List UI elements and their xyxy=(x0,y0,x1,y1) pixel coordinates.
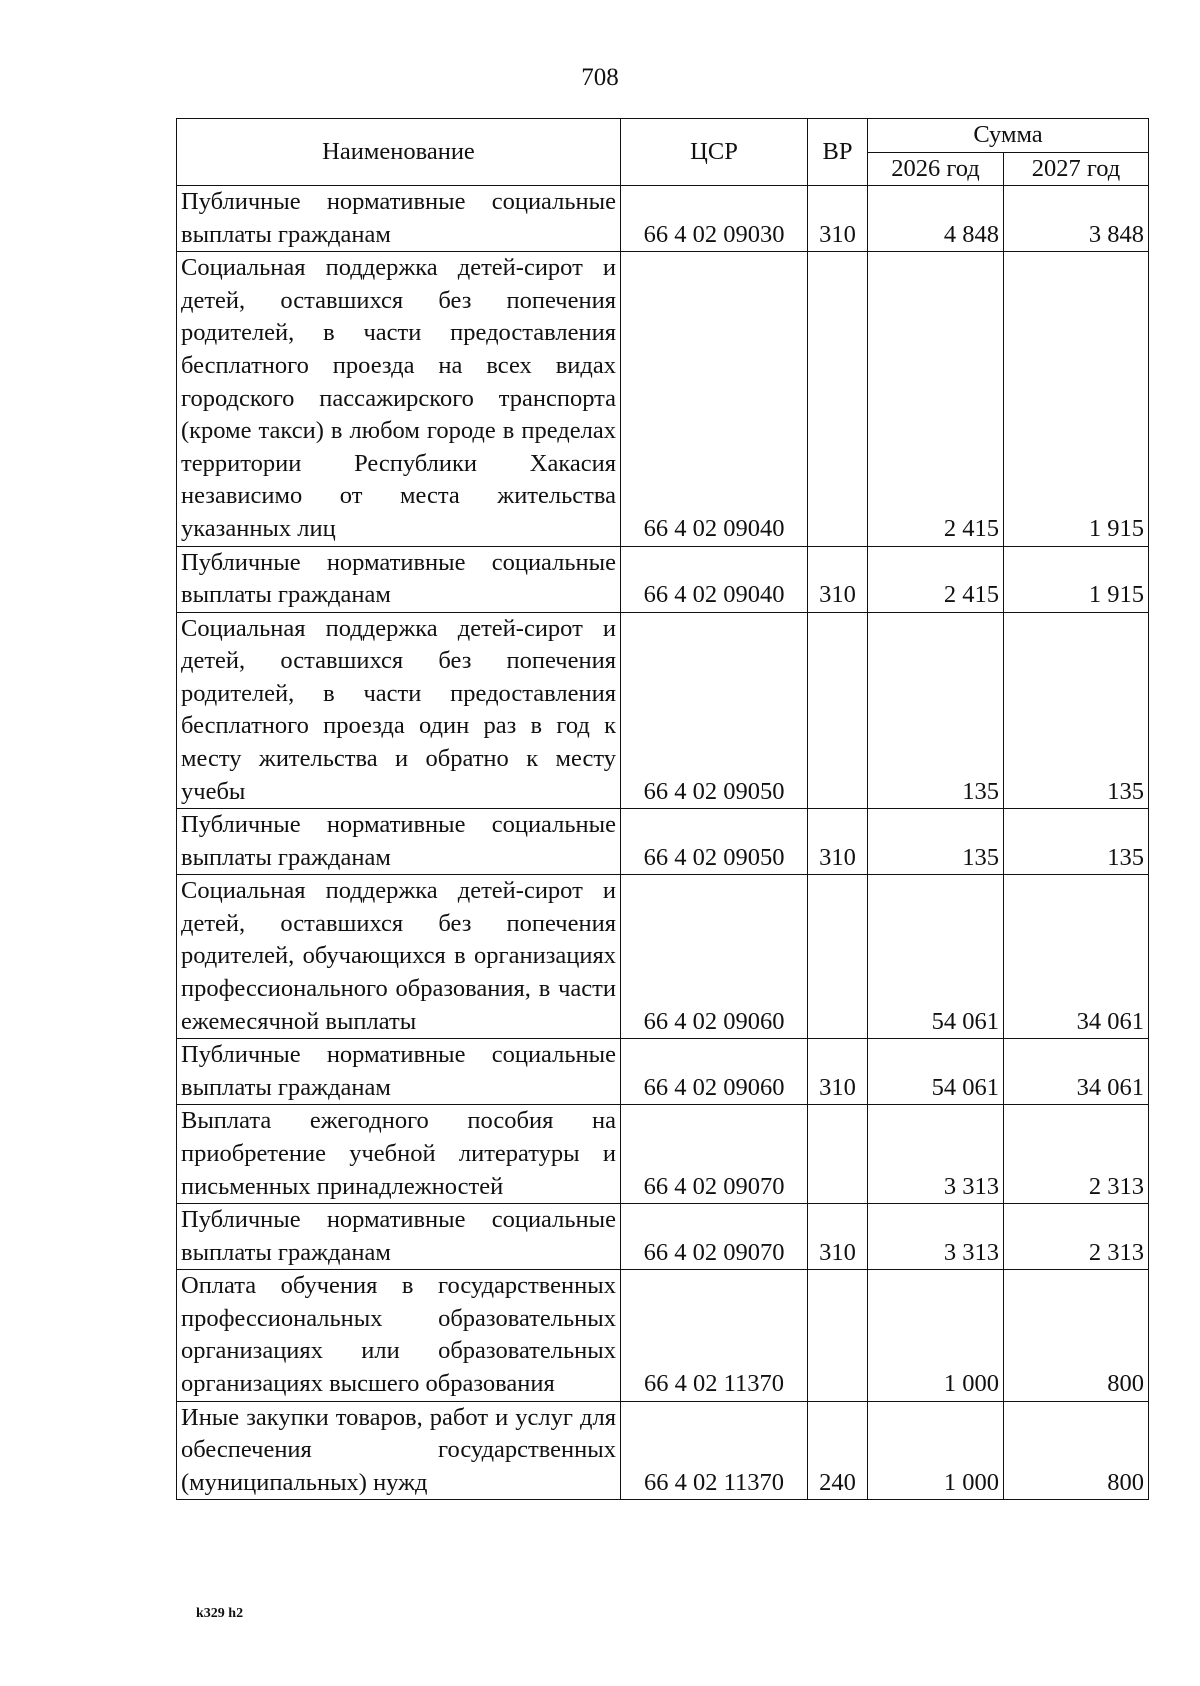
row-name: Публичные нормативные социальные выплаты гражданам xyxy=(177,1039,621,1105)
row-amount-2027: 2 313 xyxy=(1004,1105,1149,1204)
budget-table xyxy=(176,118,1149,1500)
row-csr: 66 4 02 09070 xyxy=(621,1105,808,1204)
row-vr xyxy=(808,875,868,1039)
row-amount-2027: 1 915 xyxy=(1004,252,1149,546)
row-name: Публичные нормативные социальные выплаты гражданам xyxy=(177,546,621,612)
row-amount-2026: 3 313 xyxy=(868,1105,1004,1204)
row-csr: 66 4 02 09060 xyxy=(621,875,808,1039)
row-amount-2026: 2 415 xyxy=(868,252,1004,546)
table-row xyxy=(177,1039,1149,1105)
row-csr: 66 4 02 09070 xyxy=(621,1204,808,1270)
row-csr: 66 4 02 09040 xyxy=(621,252,808,546)
row-amount-2027: 34 061 xyxy=(1004,875,1149,1039)
footer-code: k329 h2 xyxy=(196,1606,244,1621)
row-amount-2026: 4 848 xyxy=(868,186,1004,252)
row-name: Публичные нормативные социальные выплаты гражданам xyxy=(177,809,621,875)
row-vr xyxy=(808,1270,868,1401)
row-vr: 240 xyxy=(808,1401,868,1500)
row-vr: 310 xyxy=(808,1204,868,1270)
row-vr: 310 xyxy=(808,546,868,612)
row-csr: 66 4 02 09040 xyxy=(621,546,808,612)
row-amount-2027: 800 xyxy=(1004,1401,1149,1500)
table-row xyxy=(177,186,1149,252)
table-row xyxy=(177,875,1149,1039)
row-amount-2027: 3 848 xyxy=(1004,186,1149,252)
row-amount-2026: 135 xyxy=(868,612,1004,808)
row-amount-2027: 2 313 xyxy=(1004,1204,1149,1270)
table-row xyxy=(177,1270,1149,1401)
row-amount-2026: 54 061 xyxy=(868,875,1004,1039)
row-amount-2026: 54 061 xyxy=(868,1039,1004,1105)
row-amount-2027: 800 xyxy=(1004,1270,1149,1401)
row-amount-2026: 1 000 xyxy=(868,1270,1004,1401)
row-name: Оплата обучения в государственных профессиональных образовательных организациях или образовательных организациях высшего образования xyxy=(177,1270,621,1401)
row-name: Публичные нормативные социальные выплаты гражданам xyxy=(177,186,621,252)
header-year-2027: 2027 год xyxy=(1004,152,1149,186)
row-name: Публичные нормативные социальные выплаты гражданам xyxy=(177,1204,621,1270)
row-amount-2027: 1 915 xyxy=(1004,546,1149,612)
table-row xyxy=(177,1105,1149,1204)
row-amount-2027: 34 061 xyxy=(1004,1039,1149,1105)
row-amount-2026: 1 000 xyxy=(868,1401,1004,1500)
row-csr: 66 4 02 11370 xyxy=(621,1270,808,1401)
row-csr: 66 4 02 09030 xyxy=(621,186,808,252)
row-vr xyxy=(808,612,868,808)
row-vr: 310 xyxy=(808,186,868,252)
row-name: Социальная поддержка детей-сирот и детей, оставшихся без попечения родителей, в части предоставления бесплатного проезда один раз в год к месту жительства и обратно к месту учебы xyxy=(177,612,621,808)
table-row xyxy=(177,252,1149,546)
row-amount-2027: 135 xyxy=(1004,612,1149,808)
table-row xyxy=(177,1204,1149,1270)
row-name: Социальная поддержка детей-сирот и детей, оставшихся без попечения родителей, в части предоставления бесплатного проезда на всех видах городского пассажирского транспорта (кроме такси) в любом городе в пределах территории Республики Хакасия независимо от места жительства указанных лиц xyxy=(177,252,621,546)
row-vr: 310 xyxy=(808,809,868,875)
row-vr xyxy=(808,1105,868,1204)
header-csr: ЦСР xyxy=(621,119,808,186)
table-row xyxy=(177,546,1149,612)
table-row xyxy=(177,612,1149,808)
row-csr: 66 4 02 09050 xyxy=(621,612,808,808)
row-vr xyxy=(808,252,868,546)
row-name: Выплата ежегодного пособия на приобретение учебной литературы и письменных принадлежностей xyxy=(177,1105,621,1204)
row-amount-2026: 135 xyxy=(868,809,1004,875)
table-row xyxy=(177,809,1149,875)
header-vr: ВР xyxy=(808,119,868,186)
row-csr: 66 4 02 11370 xyxy=(621,1401,808,1500)
table-row xyxy=(177,1401,1149,1500)
row-amount-2027: 135 xyxy=(1004,809,1149,875)
header-name: Наименование xyxy=(177,119,621,186)
page-number: 708 xyxy=(581,64,619,91)
row-amount-2026: 3 313 xyxy=(868,1204,1004,1270)
header-year-2026: 2026 год xyxy=(868,152,1004,186)
row-name: Социальная поддержка детей-сирот и детей, оставшихся без попечения родителей, обучающихся в организациях профессионального образования, в части ежемесячной выплаты xyxy=(177,875,621,1039)
row-vr: 310 xyxy=(808,1039,868,1105)
row-name: Иные закупки товаров, работ и услуг для обеспечения государственных (муниципальных) нужд xyxy=(177,1401,621,1500)
header-sum: Сумма xyxy=(868,119,1149,153)
row-csr: 66 4 02 09050 xyxy=(621,809,808,875)
row-csr: 66 4 02 09060 xyxy=(621,1039,808,1105)
row-amount-2026: 2 415 xyxy=(868,546,1004,612)
